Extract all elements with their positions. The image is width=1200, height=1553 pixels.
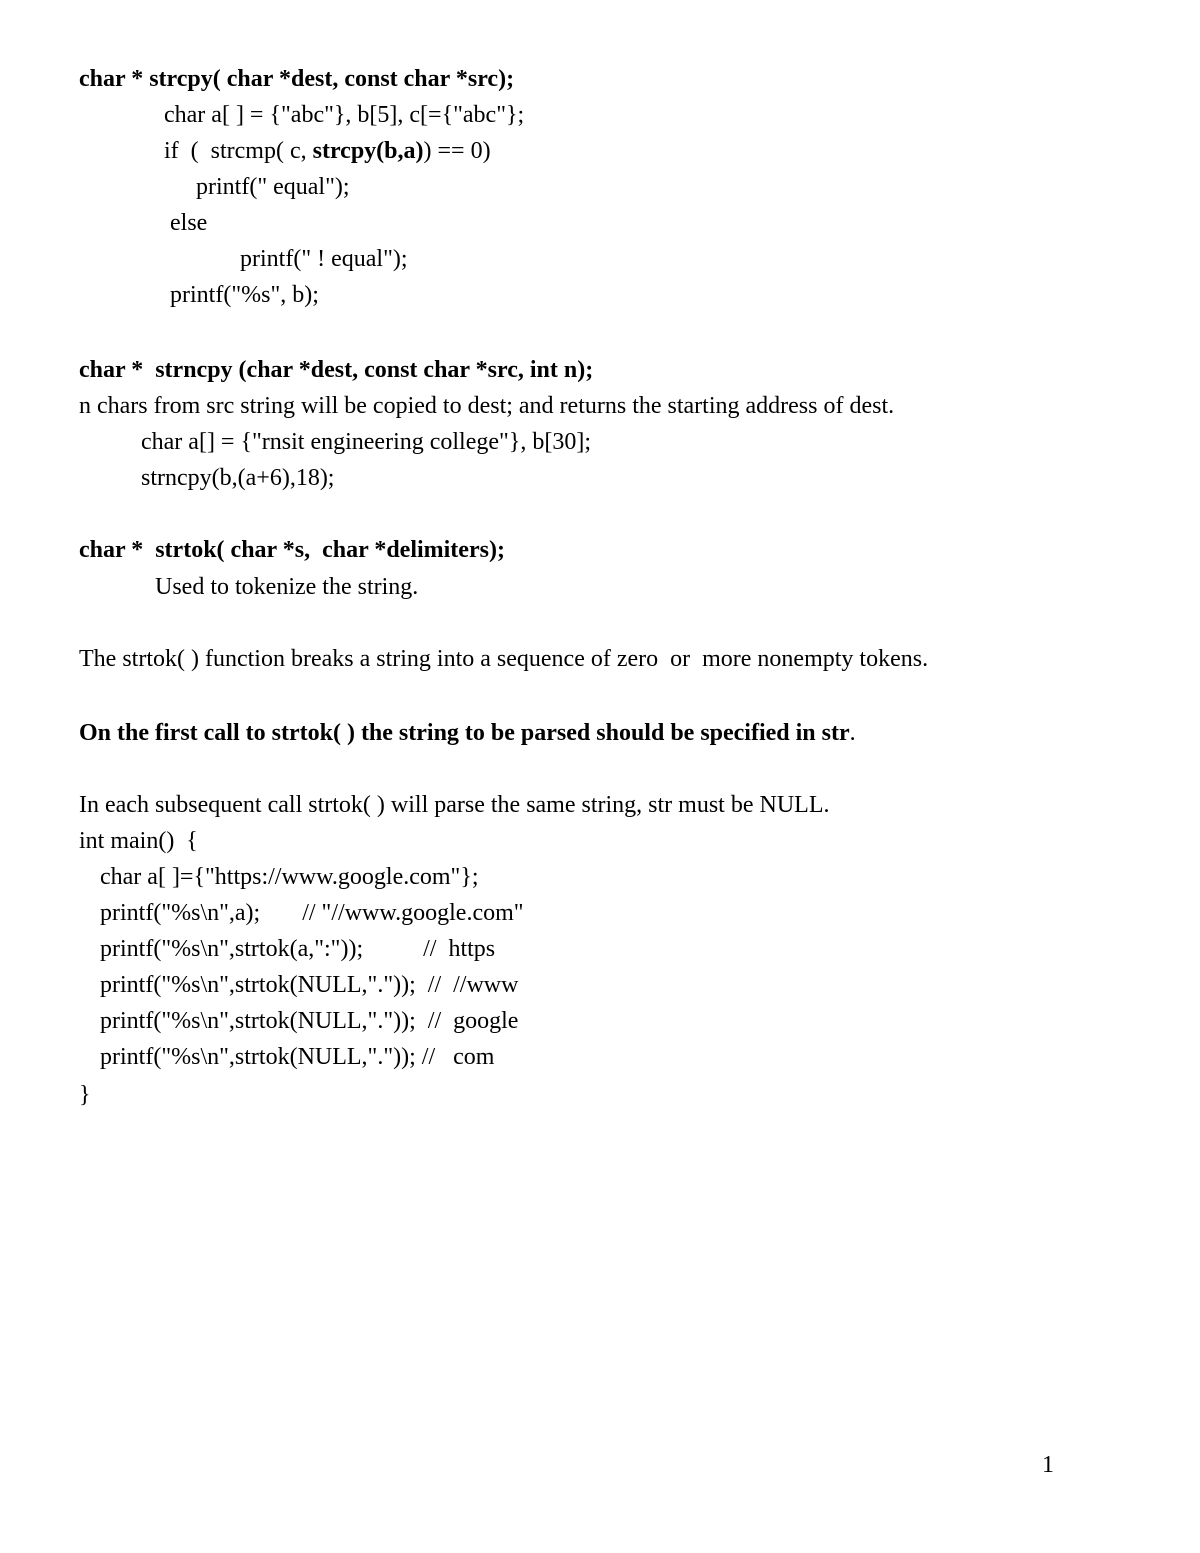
code-line: printf("%s\n",strtok(NULL,".")); // com	[100, 1044, 495, 1070]
code-line: printf("%s", b);	[170, 282, 319, 308]
code-line: }	[79, 1082, 91, 1108]
strtok-usage: Used to tokenize the string.	[155, 574, 419, 600]
text: .	[849, 720, 856, 746]
code-line: char a[] = {"rnsit engineering college"}, b[30];	[141, 429, 591, 455]
code-line: printf(" ! equal");	[240, 246, 408, 272]
code-fragment-bold: strcpy(b,a)	[312, 138, 424, 164]
code-line: printf("%s\n",a); // "//www.google.com"	[100, 900, 524, 926]
page-number: 1	[1042, 1452, 1054, 1478]
code-line: printf(" equal");	[196, 174, 350, 200]
code-fragment: if ( strcmp( c,	[164, 138, 313, 164]
code-line: printf("%s\n",strtok(NULL,".")); // //www	[100, 972, 519, 998]
strtok-paragraph-bold	[79, 718, 856, 748]
strtok-paragraph: The strtok( ) function breaks a string into a sequence of zero or more nonempty tokens.	[79, 646, 929, 672]
strncpy-description: n chars from src string will be copied to dest; and returns the starting address of dest.	[79, 393, 895, 419]
code-line: printf("%s\n",strtok(a,":")); // https	[100, 936, 496, 962]
code-line: strncpy(b,(a+6),18);	[141, 465, 335, 491]
code-line	[164, 136, 491, 166]
strncpy-heading: char * strncpy (char *dest, const char *src, int n);	[79, 357, 594, 383]
code-line: int main() {	[79, 828, 198, 854]
code-line: char a[ ] = {"abc"}, b[5], c[={"abc"};	[164, 102, 525, 128]
strtok-paragraph: In each subsequent call strtok( ) will parse the same string, str must be NULL.	[79, 792, 830, 818]
code-line: else	[170, 210, 208, 236]
strtok-heading: char * strtok( char *s, char *delimiters);	[79, 537, 505, 563]
bold-text: On the first call to strtok( ) the string to be parsed should be specified in str	[79, 720, 850, 746]
code-fragment: ) == 0)	[423, 138, 491, 164]
code-line: printf("%s\n",strtok(NULL,".")); // google	[100, 1008, 519, 1034]
code-line: char a[ ]={"https://www.google.com"};	[100, 864, 479, 890]
strcpy-heading: char * strcpy( char *dest, const char *src);	[79, 66, 515, 92]
